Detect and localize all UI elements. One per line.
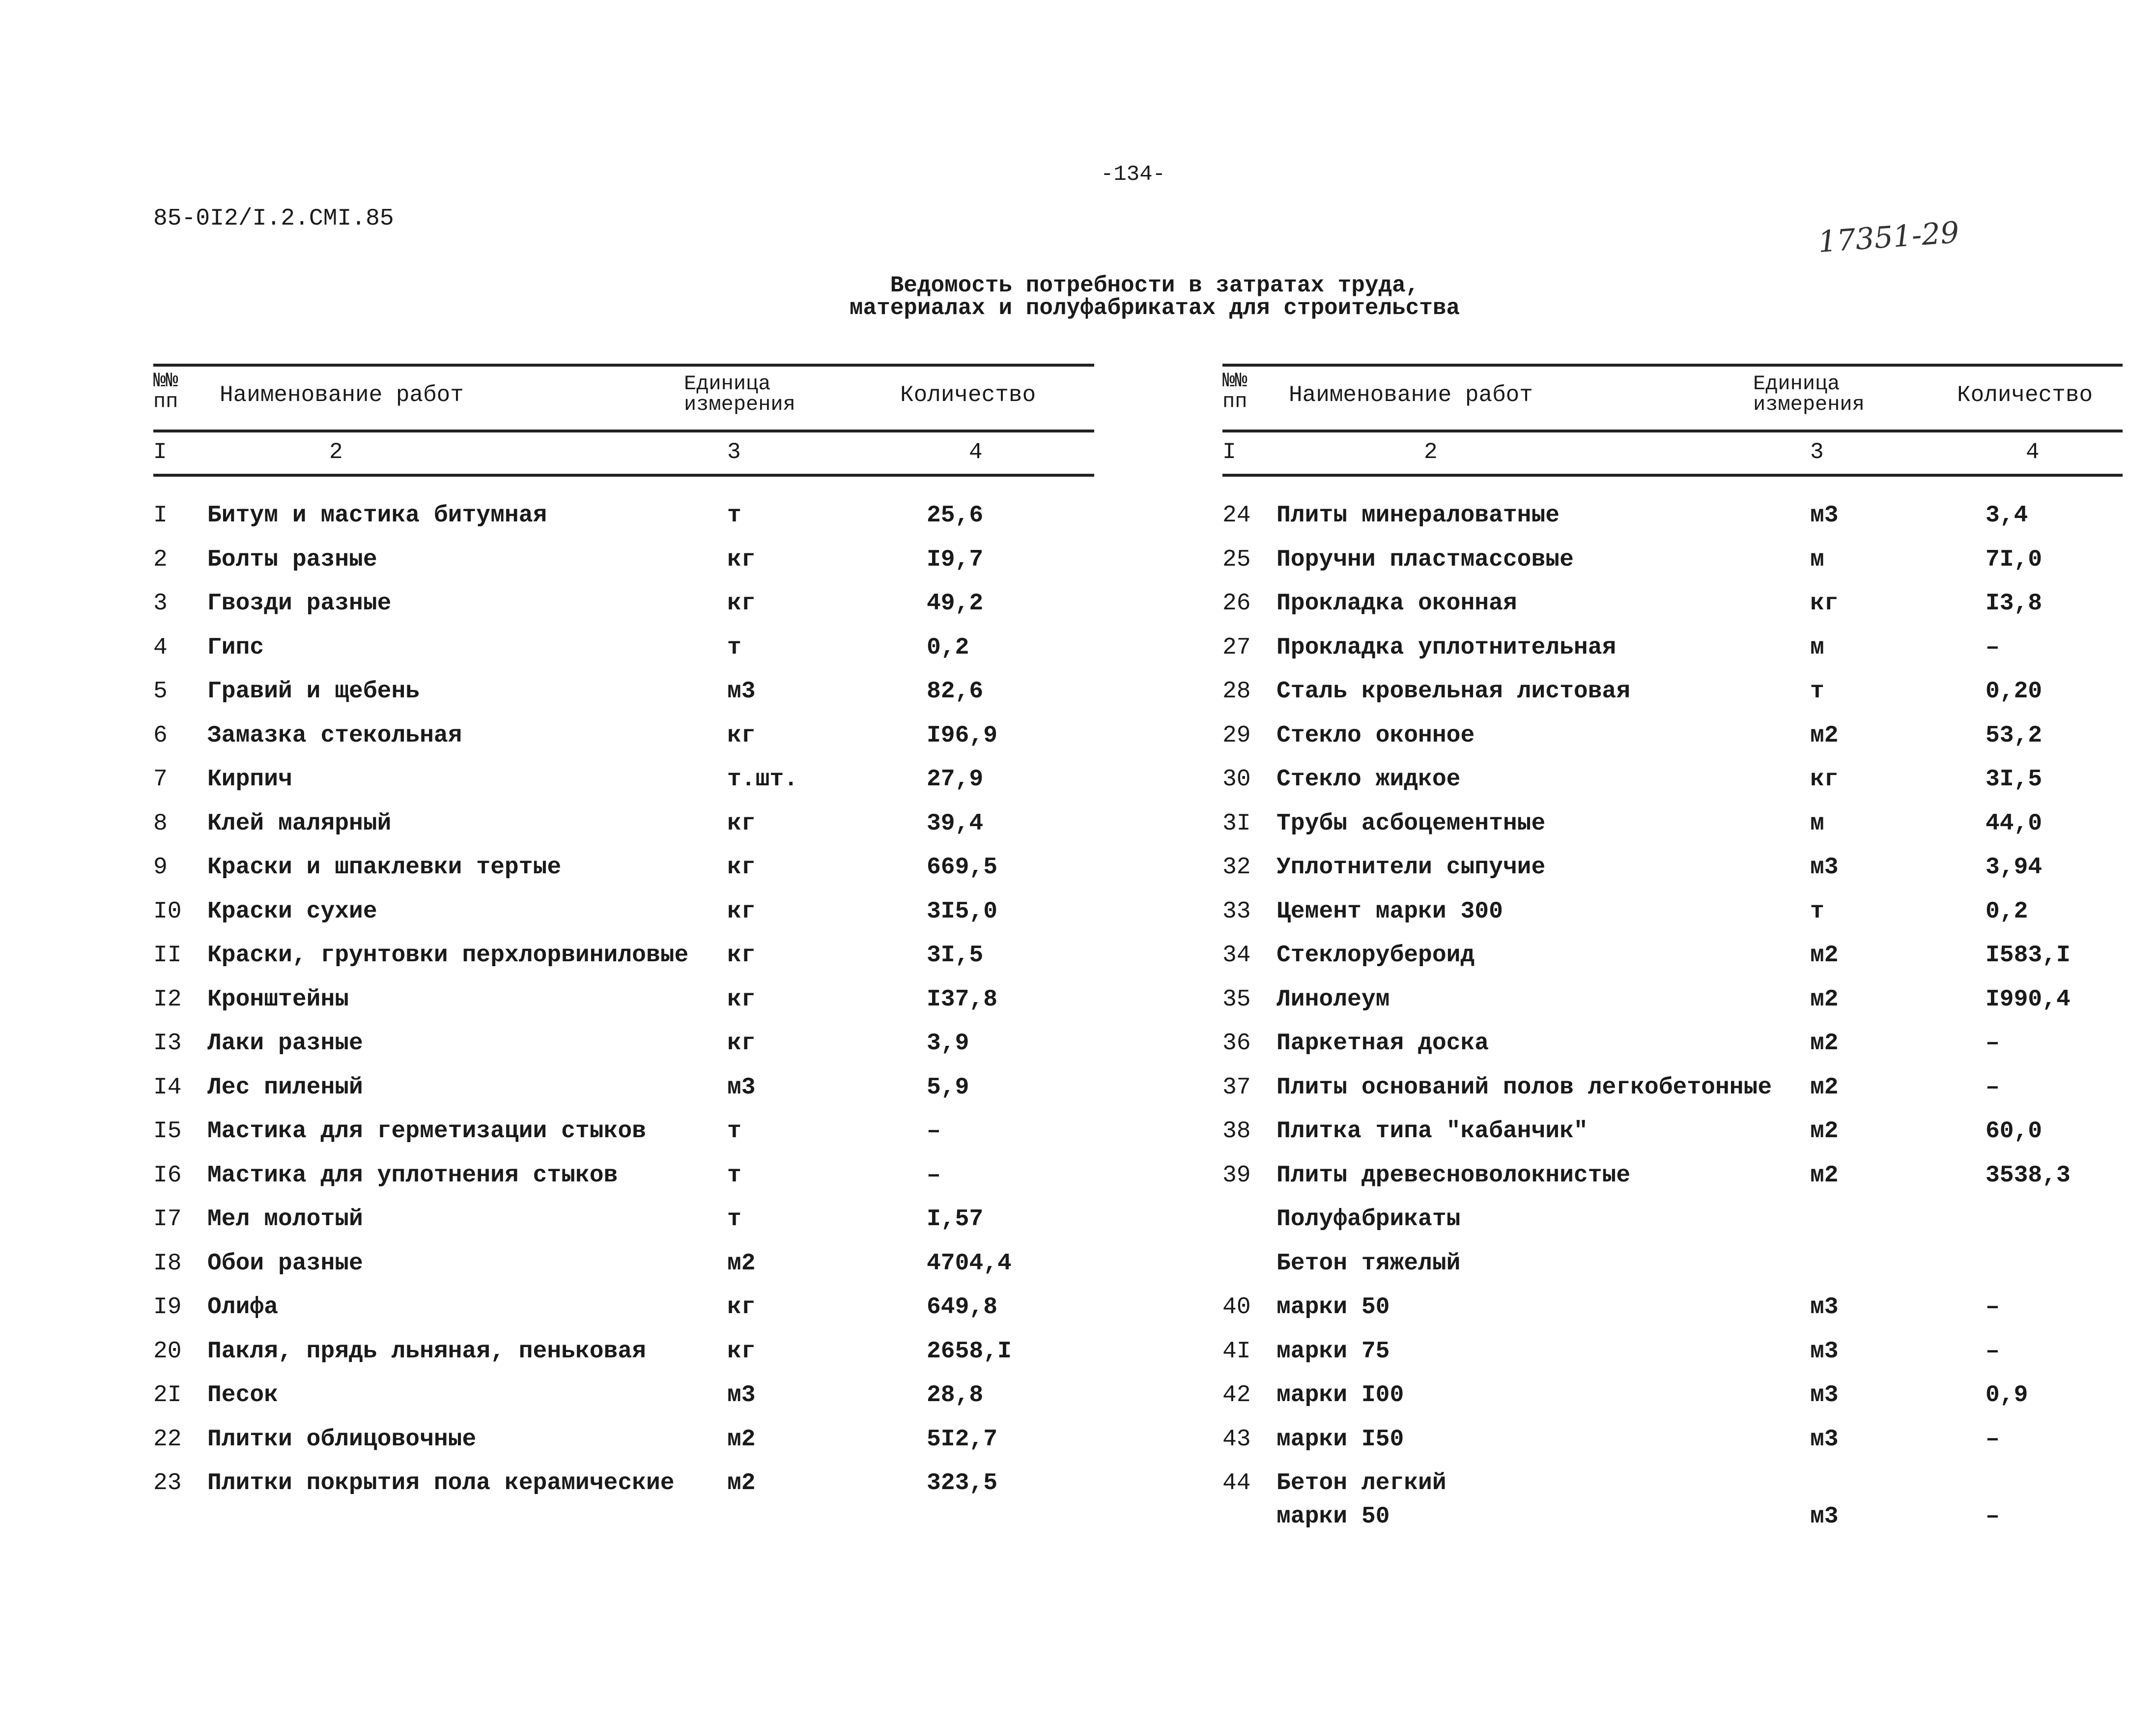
table-top-rule: [153, 364, 1094, 367]
row-number: 43: [1222, 1426, 1251, 1453]
row-name: Бетон тяжелый: [1277, 1250, 1461, 1277]
row-unit: м3: [1810, 1294, 1839, 1321]
table-row: [1222, 1294, 2123, 1338]
table-row: [1222, 898, 2123, 943]
row-quantity: 3,4: [1986, 502, 2028, 529]
row-quantity: –: [927, 1162, 941, 1189]
row-name: Цемент марки 300: [1277, 898, 1503, 925]
row-number: 24: [1222, 502, 1251, 529]
table-row: [1222, 634, 2123, 679]
table-row: [1222, 546, 2123, 591]
row-name: Прокладка оконная: [1277, 590, 1517, 617]
table-row: [1222, 942, 2123, 986]
row-name: Паркетная доска: [1277, 1030, 1489, 1057]
row-unit: м3: [1810, 502, 1839, 529]
row-number: 3: [153, 590, 168, 617]
table-row: [153, 1206, 1094, 1250]
row-number: 32: [1222, 854, 1251, 881]
row-number: I2: [153, 986, 182, 1013]
header-name: Наименование работ: [220, 382, 464, 408]
row-unit: м2: [1810, 942, 1839, 969]
table-row: [1222, 810, 2123, 855]
row-quantity: 28,8: [927, 1382, 984, 1408]
row-quantity: I96,9: [927, 722, 998, 749]
table-row: [153, 986, 1094, 1031]
row-unit: м: [1810, 634, 1824, 661]
table-row: [1222, 1470, 2123, 1539]
table-row: [1222, 1426, 2123, 1470]
row-quantity: –: [1986, 634, 2000, 661]
row-name: Песок: [207, 1382, 279, 1408]
row-quantity: 5I2,7: [927, 1426, 998, 1453]
table-row: [1222, 854, 2123, 898]
row-quantity: 3I,5: [927, 942, 984, 969]
row-unit: м2: [727, 1250, 756, 1277]
row-name: Плиты минераловатные: [1277, 502, 1560, 529]
header-unit: Единица измерения: [1753, 372, 1865, 416]
subheader-3: 3: [1810, 439, 1824, 465]
table-top-rule: [1222, 364, 2123, 367]
row-unit: кг: [727, 590, 756, 617]
table-row: [153, 502, 1094, 546]
row-quantity: 3538,3: [1986, 1162, 2071, 1189]
row-number: I4: [153, 1074, 182, 1101]
document-title: [835, 274, 1474, 319]
row-quantity: 669,5: [927, 854, 998, 881]
row-unit: кг: [727, 942, 756, 969]
row-number: I5: [153, 1118, 182, 1145]
row-quantity: 27,9: [927, 766, 984, 793]
table-row: [1222, 1206, 2123, 1250]
row-quantity: 3,94: [1986, 854, 2043, 881]
row-quantity: 4704,4: [927, 1250, 1012, 1277]
table-row: [153, 854, 1094, 898]
row-name: Стекло жидкое: [1277, 766, 1461, 793]
row-name: Трубы асбоцементные: [1277, 810, 1546, 837]
row-unit: кг: [727, 546, 756, 573]
rows-left: [153, 502, 1094, 1514]
row-unit: м3: [1810, 854, 1839, 881]
row-number: 29: [1222, 722, 1251, 749]
row-unit: т: [1810, 678, 1824, 705]
table-row: [153, 722, 1094, 767]
row-quantity: 0,9: [1986, 1382, 2028, 1408]
header-unit: Единица измерения: [684, 372, 795, 416]
row-name: Пакля, прядь льняная, пеньковая: [207, 1338, 646, 1365]
row-number: I0: [153, 898, 182, 925]
row-name: Плитка типа "кабанчик": [1277, 1118, 1588, 1145]
row-unit: кг: [727, 722, 756, 749]
row-number: 2I: [153, 1382, 182, 1408]
row-number: I: [153, 502, 168, 529]
table-row: [1222, 1382, 2123, 1426]
row-unit: м3: [727, 1074, 756, 1101]
row-name: Полуфабрикаты: [1277, 1206, 1461, 1233]
row-number: 30: [1222, 766, 1251, 793]
table-row: [1222, 1250, 2123, 1294]
row-number: 35: [1222, 986, 1251, 1013]
row-quantity: I,57: [927, 1206, 984, 1233]
row-name: Лес пиленый: [207, 1074, 363, 1101]
table-row: [1222, 1030, 2123, 1074]
table-row: [153, 898, 1094, 943]
row-quantity: I583,I: [1986, 942, 2071, 969]
row-quantity: 44,0: [1986, 810, 2043, 837]
header-num: №№ пп: [1222, 369, 1248, 413]
row-unit: т: [727, 1162, 741, 1189]
table-row: [1222, 1074, 2123, 1119]
row-name: марки 75: [1277, 1338, 1390, 1365]
row-name: Обои разные: [207, 1250, 363, 1277]
row-unit: кг: [1810, 590, 1839, 617]
row-name: Сталь кровельная листовая: [1277, 678, 1631, 705]
table-row: [153, 1030, 1094, 1074]
table-row: [1222, 502, 2123, 546]
row-unit: м2: [1810, 1074, 1839, 1101]
table-row: [1222, 1338, 2123, 1382]
row-number: 25: [1222, 546, 1251, 573]
row-name: марки 50: [1277, 1294, 1390, 1321]
subheader-3: 3: [727, 439, 741, 465]
row-name: Уплотнители сыпучие: [1277, 854, 1546, 881]
row-name: Краски и шпаклевки тертые: [207, 854, 562, 881]
row-quantity: 323,5: [927, 1470, 998, 1496]
row-quantity: 53,2: [1986, 722, 2043, 749]
row-quantity: –: [1986, 1338, 2000, 1365]
row-quantity: –: [1986, 1074, 2000, 1101]
row-name: Мастика для уплотнения стыков: [207, 1162, 618, 1189]
table-row: [153, 766, 1094, 810]
row-number: I7: [153, 1206, 182, 1233]
row-name: Клей малярный: [207, 810, 392, 837]
row-unit: кг: [727, 854, 756, 881]
row-quantity: 2658,I: [927, 1338, 1012, 1365]
subheader-2: 2: [329, 439, 343, 465]
row-unit: т: [727, 502, 741, 529]
row-number: I6: [153, 1162, 182, 1189]
subheader-rule: [153, 474, 1094, 477]
row-name: Прокладка уплотнительная: [1277, 634, 1617, 661]
row-name: Мел молотый: [207, 1206, 363, 1233]
row-quantity: 649,8: [927, 1294, 998, 1321]
table-row: [153, 634, 1094, 679]
row-number: I3: [153, 1030, 182, 1057]
title-line-2: материалах и полуфабрикатах для строительства: [849, 295, 1460, 321]
rows-right: [1222, 502, 2123, 1539]
row-name: Краски, грунтовки перхлорвиниловые: [207, 942, 689, 969]
handwritten-code: 17351-29: [1816, 215, 1960, 259]
row-name: Плиты древесноволокнистые: [1277, 1162, 1631, 1189]
table-row: [153, 942, 1094, 986]
row-unit: м3: [1810, 1338, 1839, 1365]
row-quantity: 3I,5: [1986, 766, 2043, 793]
row-unit: кг: [727, 810, 756, 837]
row-number: 28: [1222, 678, 1251, 705]
row-quantity: I990,4: [1986, 986, 2071, 1013]
row-name: Поручни пластмассовые: [1277, 546, 1574, 573]
row-number: 27: [1222, 634, 1251, 661]
table-row: [153, 1426, 1094, 1470]
row-unit: кг: [727, 1030, 756, 1057]
table-row: [1222, 766, 2123, 810]
row-quantity: 25,6: [927, 502, 984, 529]
row-name: Болты разные: [207, 546, 377, 573]
table-row: [153, 1294, 1094, 1338]
row-number: 39: [1222, 1162, 1251, 1189]
page-number: -134-: [1101, 162, 1166, 187]
row-unit: м2: [1810, 1118, 1839, 1145]
row-number: 2: [153, 546, 168, 573]
row-name: Гвозди разные: [207, 590, 392, 617]
subheader-4: 4: [2026, 439, 2040, 465]
row-unit: м3: [1810, 1503, 1839, 1530]
row-number: 7: [153, 766, 168, 793]
table-row: [153, 1118, 1094, 1162]
row-quantity: I9,7: [927, 546, 984, 573]
row-name: Бетон легкий: [1277, 1470, 1447, 1496]
row-number: 3I: [1222, 810, 1251, 837]
row-number: 44: [1222, 1470, 1251, 1496]
row-quantity: 49,2: [927, 590, 984, 617]
row-name: Плитки облицовочные: [207, 1426, 477, 1453]
row-quantity: 3I5,0: [927, 898, 998, 925]
row-number: I8: [153, 1250, 182, 1277]
row-name: Битум и мастика битумная: [207, 502, 547, 529]
row-name: Мастика для герметизации стыков: [207, 1118, 646, 1145]
row-number: 23: [153, 1470, 182, 1496]
row-quantity: 39,4: [927, 810, 984, 837]
table-row: [1222, 678, 2123, 722]
row-number: 26: [1222, 590, 1251, 617]
table-row: [1222, 1118, 2123, 1162]
row-quantity: I37,8: [927, 986, 998, 1013]
row-number: 20: [153, 1338, 182, 1365]
row-unit: т: [1810, 898, 1824, 925]
row-unit: м2: [1810, 1162, 1839, 1189]
row-unit: м2: [727, 1426, 756, 1453]
row-unit: кг: [727, 1294, 756, 1321]
row-number: 9: [153, 854, 168, 881]
row-unit: кг: [727, 1338, 756, 1365]
row-number: I9: [153, 1294, 182, 1321]
row-number: 36: [1222, 1030, 1251, 1057]
row-number: 33: [1222, 898, 1251, 925]
row-number: 22: [153, 1426, 182, 1453]
row-name: Линолеум: [1277, 986, 1390, 1013]
table-row: [153, 678, 1094, 722]
row-quantity: 0,2: [1986, 898, 2028, 925]
table-row: [153, 1162, 1094, 1207]
row-name-continued: марки 50: [1277, 1503, 1390, 1530]
row-quantity: 82,6: [927, 678, 984, 705]
subheader-2: 2: [1424, 439, 1438, 465]
row-number: 37: [1222, 1074, 1251, 1101]
row-number: 6: [153, 722, 168, 749]
row-number: II: [153, 942, 182, 969]
row-number: 8: [153, 810, 168, 837]
table-row: [153, 590, 1094, 634]
row-number: 4I: [1222, 1338, 1251, 1365]
row-quantity: 60,0: [1986, 1118, 2043, 1145]
row-quantity: 3,9: [927, 1030, 969, 1057]
row-name: Олифа: [207, 1294, 279, 1321]
row-name: Краски сухие: [207, 898, 377, 925]
title-line-1: Ведомость потребности в затратах труда,: [890, 273, 1419, 298]
row-unit: т: [727, 1206, 741, 1233]
row-number: 38: [1222, 1118, 1251, 1145]
row-quantity: –: [1986, 1294, 2000, 1321]
table-row: [1222, 722, 2123, 767]
table-row: [1222, 986, 2123, 1031]
table-row: [153, 1470, 1094, 1514]
header-qty: Количество: [900, 382, 1036, 408]
header-qty: Количество: [1957, 382, 2093, 408]
header-rule: [153, 430, 1094, 432]
table-row: [153, 1382, 1094, 1426]
row-name: марки I00: [1277, 1382, 1404, 1408]
subheader-1: I: [1222, 439, 1236, 465]
row-number: 4: [153, 634, 168, 661]
row-name: марки I50: [1277, 1426, 1404, 1453]
table-row: [153, 1074, 1094, 1119]
table-row: [153, 1338, 1094, 1382]
row-unit: м3: [727, 678, 756, 705]
row-unit: кг: [1810, 766, 1839, 793]
row-unit: м2: [1810, 986, 1839, 1013]
document-code: 85-0I2/I.2.CMI.85: [153, 205, 394, 232]
row-name: Плитки покрытия пола керамические: [207, 1470, 675, 1496]
row-name: Кронштейны: [207, 986, 349, 1013]
row-number: 40: [1222, 1294, 1251, 1321]
row-name: Замазка стекольная: [207, 722, 462, 749]
row-unit: кг: [727, 986, 756, 1013]
row-unit: м2: [727, 1470, 756, 1496]
row-quantity: 0,20: [1986, 678, 2043, 705]
row-unit: кг: [727, 898, 756, 925]
row-name: Стеклорубероид: [1277, 942, 1475, 969]
row-unit: т: [727, 634, 741, 661]
header-name: Наименование работ: [1289, 382, 1533, 408]
row-number: 5: [153, 678, 168, 705]
row-name: Плиты оснований полов легкобетонные: [1277, 1074, 1772, 1101]
row-quantity: –: [927, 1118, 941, 1145]
row-number: 34: [1222, 942, 1251, 969]
row-unit: т.шт.: [727, 766, 798, 793]
row-quantity: 0,2: [927, 634, 969, 661]
row-name: Гипс: [207, 634, 264, 661]
row-unit: м2: [1810, 722, 1839, 749]
row-name: Лаки разные: [207, 1030, 363, 1057]
header-rule: [1222, 430, 2123, 432]
row-name: Кирпич: [207, 766, 292, 793]
table-row: [153, 810, 1094, 855]
row-unit: м3: [1810, 1382, 1839, 1408]
row-unit: м3: [727, 1382, 756, 1408]
row-number: 42: [1222, 1382, 1251, 1408]
row-quantity: I3,8: [1986, 590, 2043, 617]
row-quantity: –: [1986, 1030, 2000, 1057]
row-quantity: –: [1986, 1503, 2000, 1530]
table-row: [1222, 590, 2123, 634]
subheader-4: 4: [969, 439, 983, 465]
table-row: [153, 1250, 1094, 1294]
row-unit: м3: [1810, 1426, 1839, 1453]
row-quantity: 7I,0: [1986, 546, 2043, 573]
table-row: [1222, 1162, 2123, 1207]
row-name: Стекло оконное: [1277, 722, 1475, 749]
row-unit: м: [1810, 546, 1824, 573]
row-unit: т: [727, 1118, 741, 1145]
row-unit: м2: [1810, 1030, 1839, 1057]
subheader-rule: [1222, 474, 2123, 477]
row-unit: м: [1810, 810, 1824, 837]
table-row: [153, 546, 1094, 591]
row-quantity: –: [1986, 1426, 2000, 1453]
header-num: №№ пп: [153, 369, 178, 413]
subheader-1: I: [153, 439, 167, 465]
row-quantity: 5,9: [927, 1074, 969, 1101]
row-name: Гравий и щебень: [207, 678, 420, 705]
